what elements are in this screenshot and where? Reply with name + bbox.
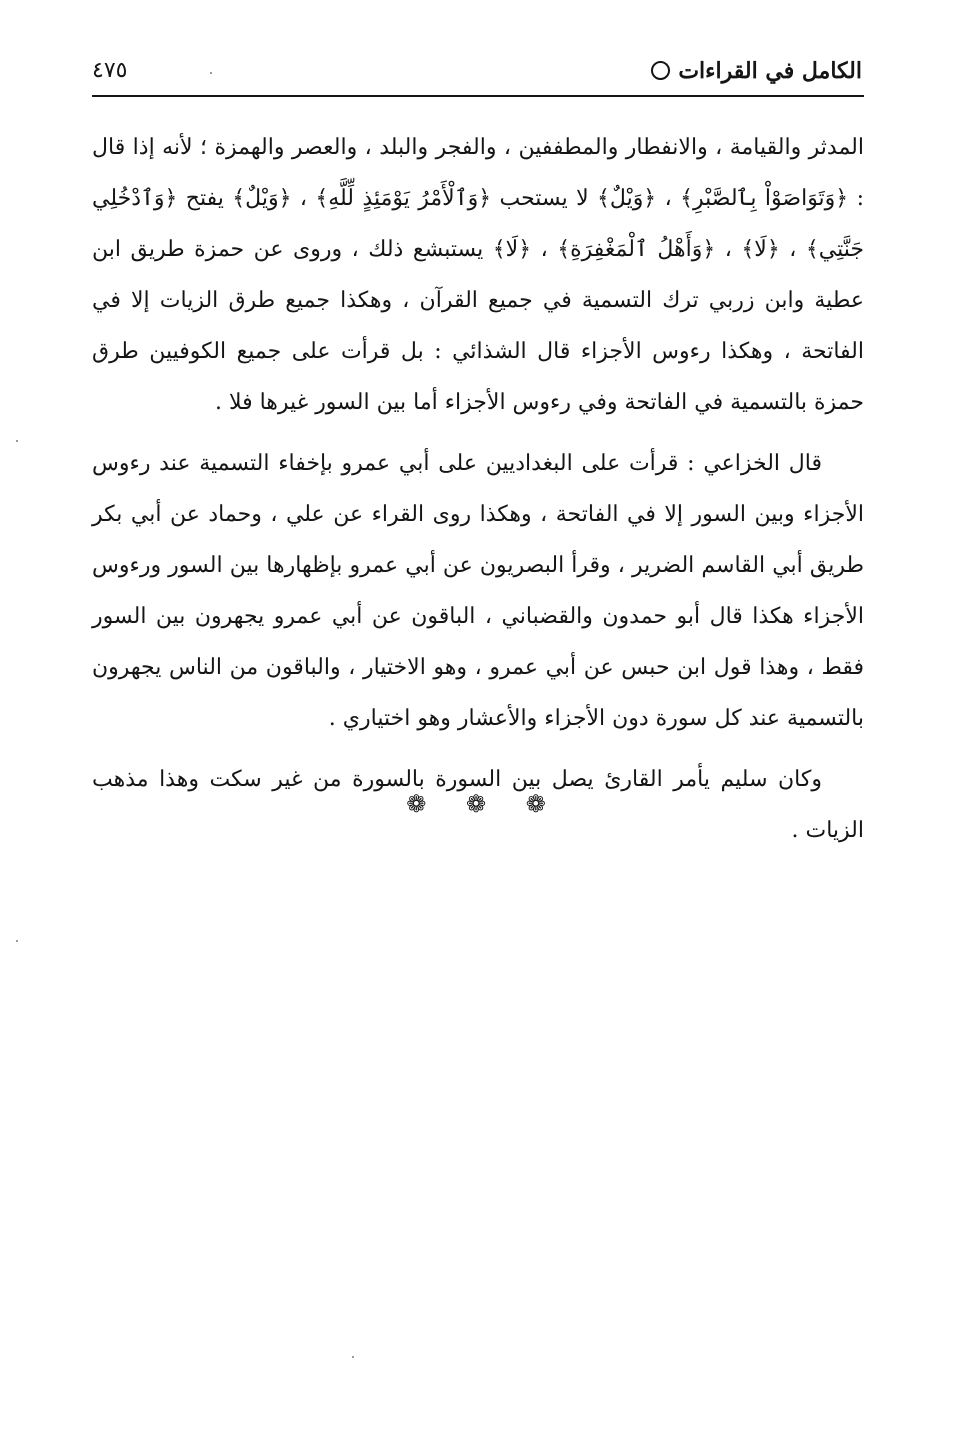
running-title [651, 58, 862, 84]
running-title-text: الكامل في القراءات [678, 58, 862, 84]
page-header [92, 50, 862, 94]
scan-speck [210, 72, 212, 74]
paragraph: المدثر والقيامة ، والانفطار والمطففين ، والفجر والبلد ، والعصر والهمزة ؛ لأنه إذا قال : ﴿وَتَوَاصَوْاْ بِٱلصَّبْرِ﴾ ، ﴿وَيْلٌ﴾ لا يستحب ﴿وَٱلْأَمْرُ يَوْمَئِذٍ لِّلَّهِ﴾ ، ﴿وَيْلٌ﴾ يفتح ﴿وَٱدْخُلِي جَنَّتِي﴾ ، ﴿لَا﴾ ، ﴿وَأَهْلُ ٱلْمَغْفِرَةِ﴾ ، ﴿لَا﴾ يستبشع ذلك ، وروى عن حمزة طريق ابن عطية وابن زربي ترك التسمية في جميع القرآن ، وهكذا جميع طرق الزيات إلا في الفاتحة ، وهكذا رءوس الأجزاء قال الشذائي : بل قرأت على جميع الكوفيين طرق حمزة بالتسمية في الفاتحة وفي رءوس الأجزاء أما بين السور غيرها فلا . [92, 135, 864, 415]
page-number: ٤٧٥ [92, 58, 128, 83]
circle-icon [651, 61, 670, 80]
paragraph: قال الخزاعي : قرأت على البغداديين على أبي عمرو بإخفاء التسمية عند رءوس الأجزاء وبين السور إلا في الفاتحة ، وهكذا روى القراء عن علي ، وحماد عن أبي بكر طريق أبي القاسم الضرير ، وقرأ البصريون عن أبي عمرو بإظهارها بين السور ورءوس الأجزاء هكذا قال أبو حمدون والقضباني ، الباقون عن أبي عمرو يجهرون بين السور فقط ، وهذا قول ابن حبس عن أبي عمرو ، وهو الاختيار ، والباقون من الناس يجهرون بالتسمية عند كل سورة دون الأجزاء والأعشار وهو اختياري . [92, 451, 865, 731]
flower-ornament-icon: ❁ [525, 790, 562, 818]
scan-speck [16, 440, 18, 442]
scan-speck [352, 1356, 354, 1358]
flower-ornament-icon: ❁ [465, 790, 503, 818]
flower-ornament-icon: ❁ [406, 790, 443, 818]
scan-speck [16, 940, 18, 942]
header-divider [92, 95, 864, 97]
main-text [92, 122, 864, 856]
paragraph: وكان سليم يأمر القارئ يصل بين السورة بالسورة من غير سكت وهذا مذهب الزيات . [92, 767, 864, 843]
section-end-ornaments [0, 790, 968, 818]
